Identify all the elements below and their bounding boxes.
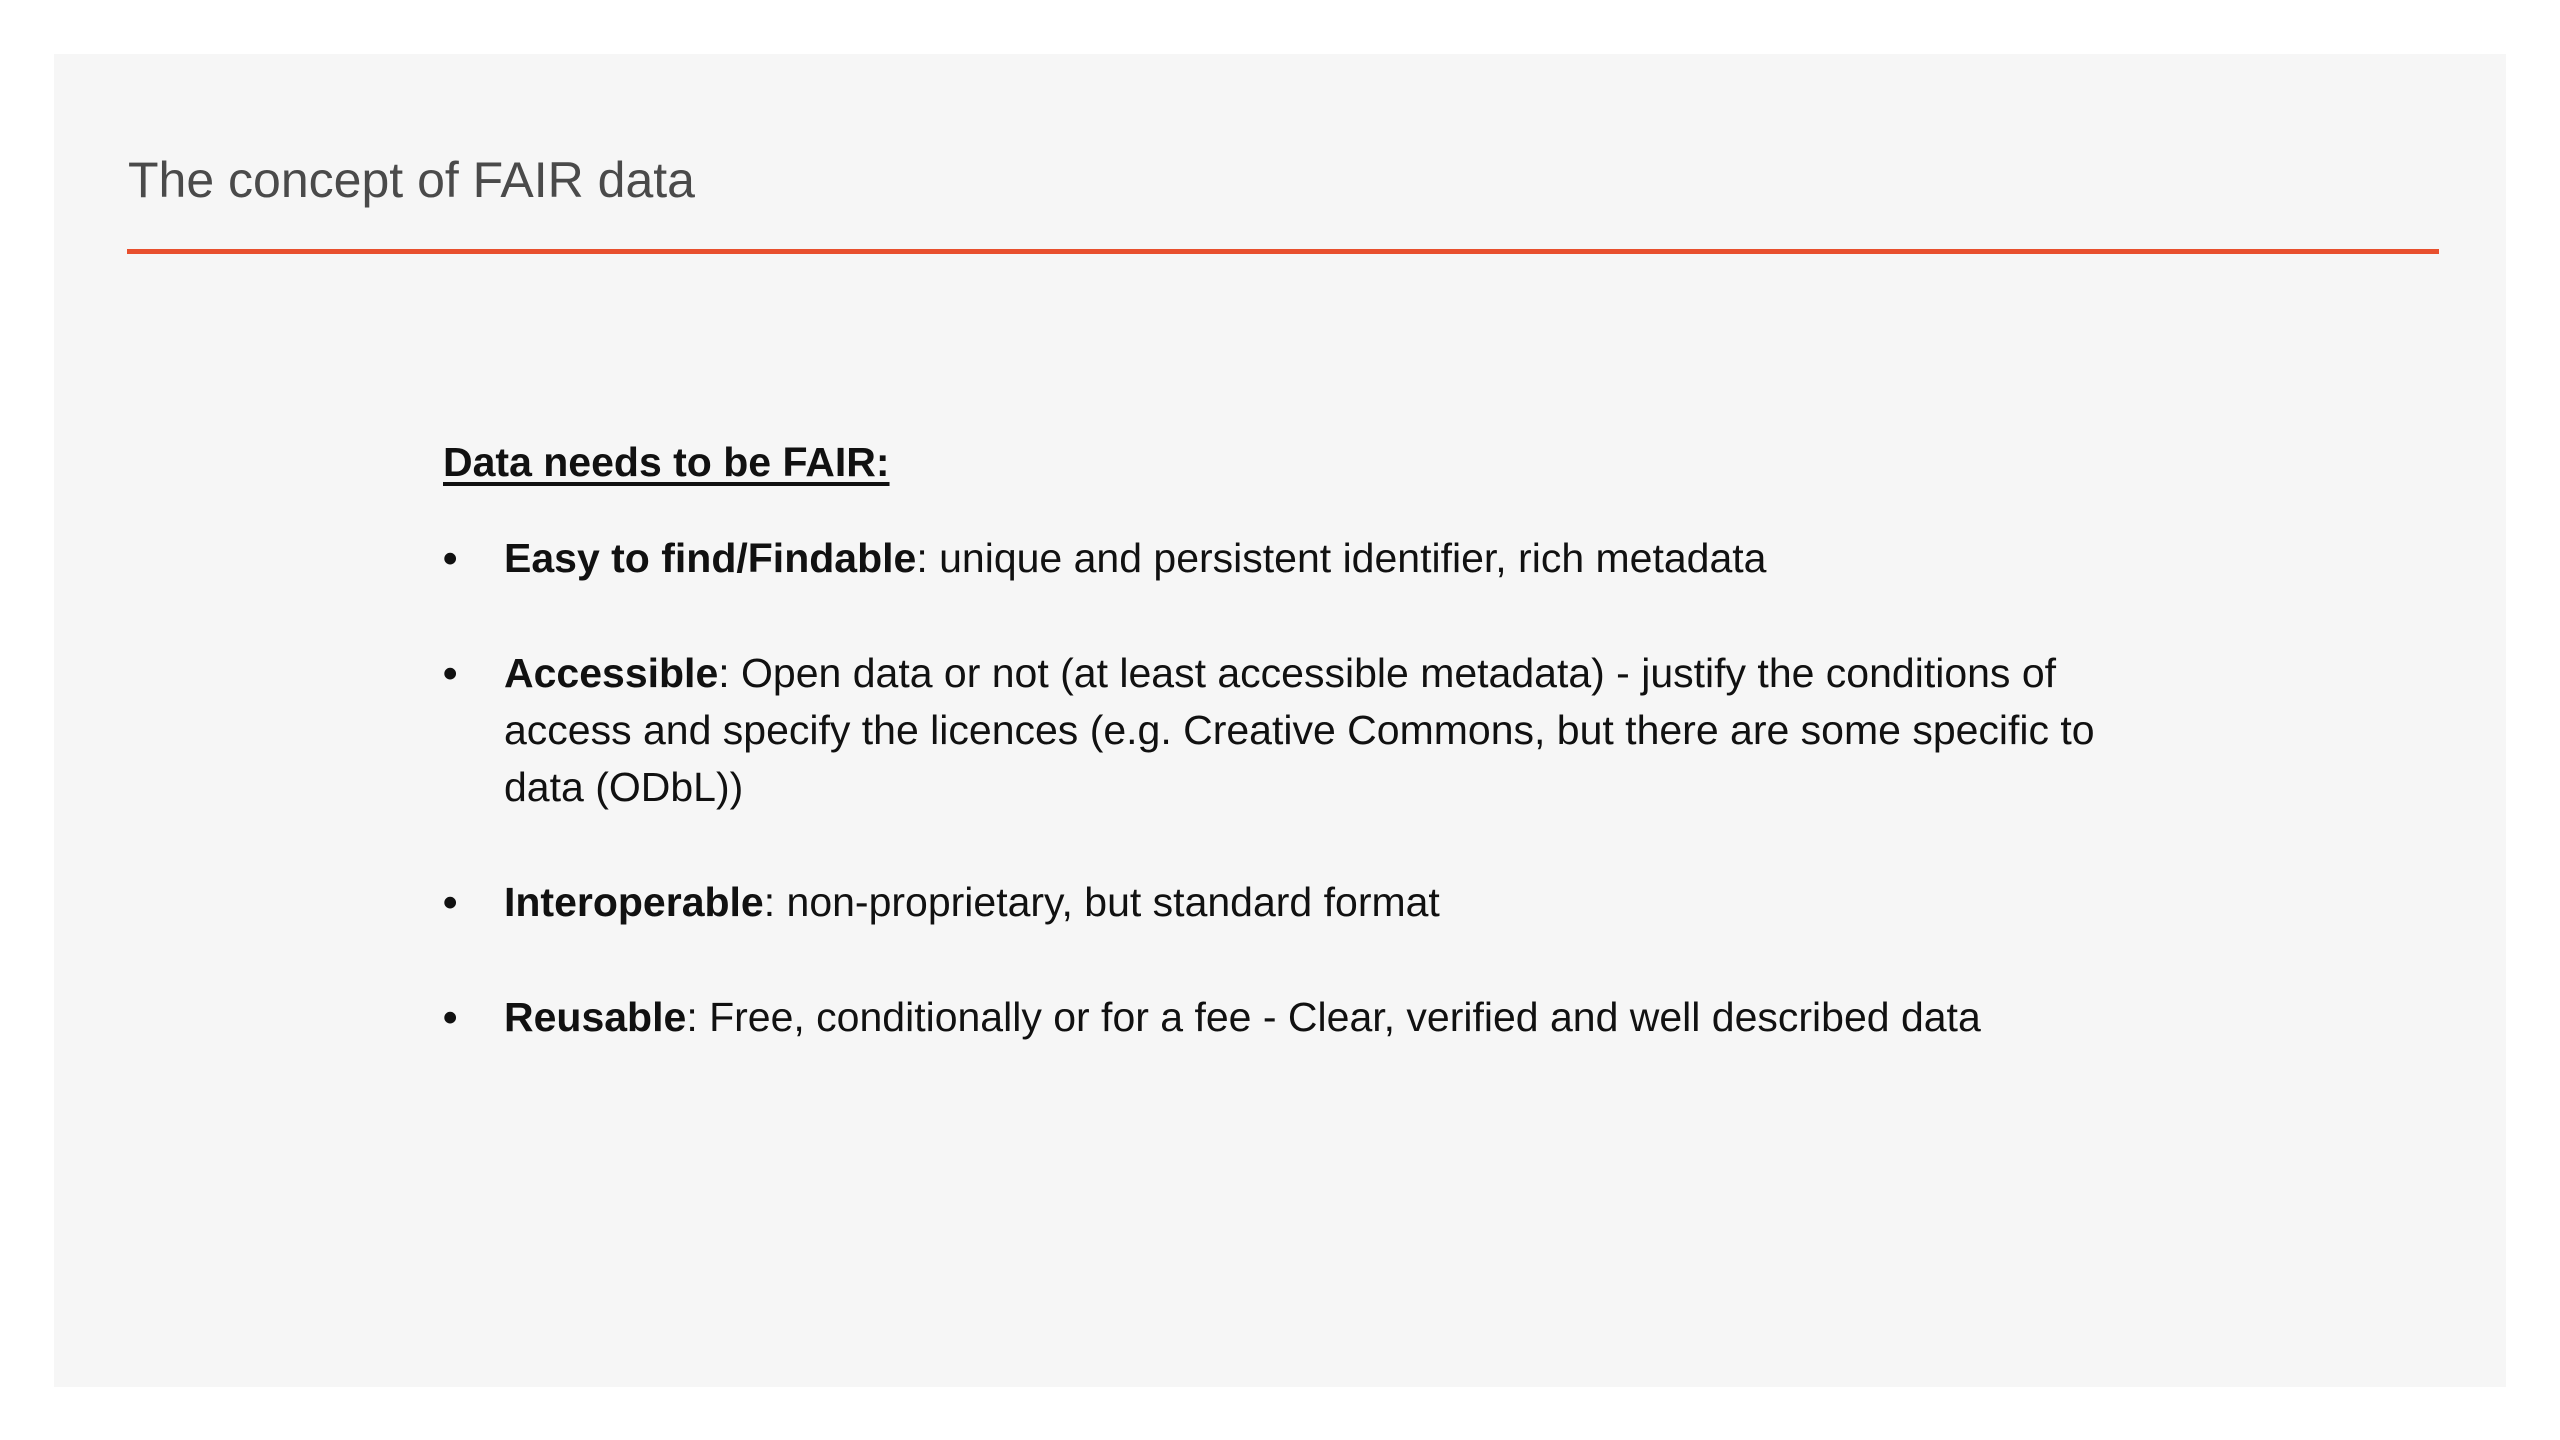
bullet-text: : Free, conditionally or for a fee - Clear, verified and well described data (686, 994, 1981, 1040)
fair-bullet-list (443, 530, 2143, 1046)
bullet-term: Reusable (504, 994, 687, 1040)
bullet-interoperable (443, 874, 2143, 931)
bullet-findable (443, 530, 2143, 587)
slide-content (443, 434, 2143, 1104)
bullet-text: : Open data or not (at least accessible metadata) - justify the conditions of access and specify the licences (e.g. Creative Commons, but there are some specific to data (ODbL)) (504, 650, 2095, 810)
slide (54, 54, 2506, 1387)
title-divider (127, 249, 2439, 254)
slide-title: The concept of FAIR data (128, 152, 695, 208)
bullet-reusable (443, 989, 2143, 1046)
content-heading: Data needs to be FAIR: (443, 439, 890, 485)
bullet-accessible (443, 645, 2143, 816)
bullet-dot-icon: • (443, 535, 458, 581)
bullet-dot-icon: • (443, 879, 458, 925)
bullet-term: Accessible (504, 650, 719, 696)
bullet-term: Easy to find/Findable (504, 535, 917, 581)
bullet-text: : non-proprietary, but standard format (763, 879, 1440, 925)
bullet-term: Interoperable (504, 879, 764, 925)
bullet-dot-icon: • (443, 650, 458, 696)
bullet-dot-icon: • (443, 994, 458, 1040)
bullet-text: : unique and persistent identifier, rich metadata (916, 535, 1767, 581)
